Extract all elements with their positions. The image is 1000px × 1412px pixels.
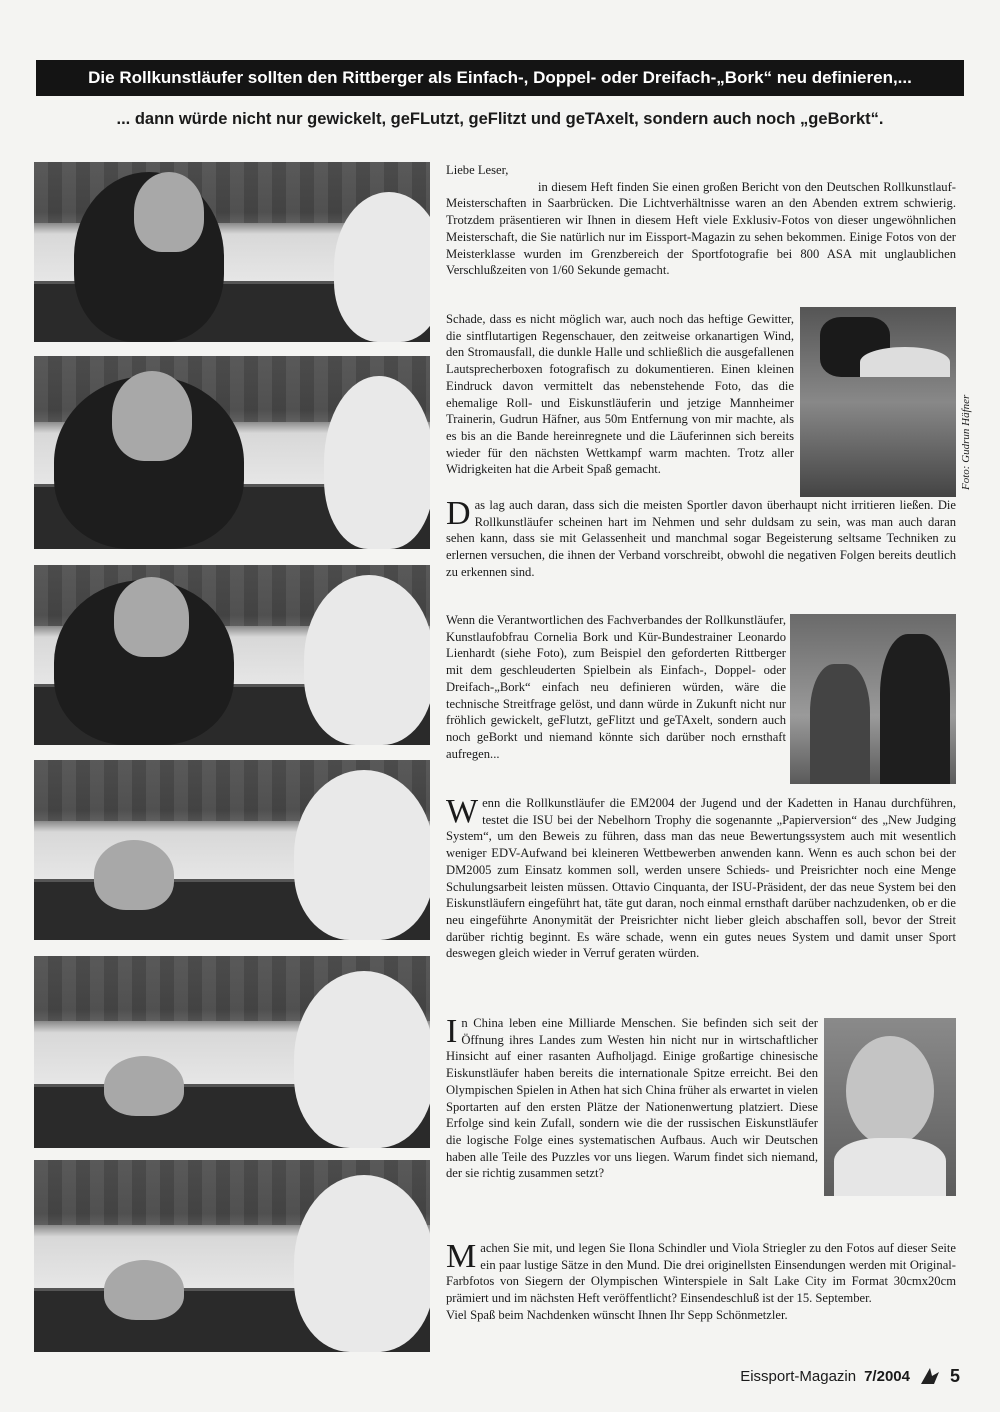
bird-logo-icon	[918, 1364, 942, 1388]
salutation: Liebe Leser,	[446, 163, 509, 177]
headline-text: Die Rollkunstläufer sollten den Rittberger als Einfach-, Doppel- oder Dreifach-„Bork“ neu definieren,...	[88, 68, 912, 87]
paragraph-1: in diesem Heft finden Sie einen großen Bericht von den Deutschen Rollkunstlauf-Meisterschaften in Saarbrücken. Die Lichtverhältnisse waren an den Abenden extrem schwierig. Trotzdem präsentieren wir Ihnen in diesem Heft viele Exklusiv-Fotos von dieser ungewöhnlichen Meisterschaft, die Sie natürlich nur im Eissport-Magazin zu sehen bekommen. Einige Fotos von der Meisterklasse wurden im Grenzbereich der Sportfotografie bei 800 ASA mit unglaublichen Verschlußzeiten von 1/60 Sekunde gemacht.	[446, 179, 956, 278]
article-column-2	[446, 311, 794, 478]
paragraph-4: Wenn die Verantwortlichen des Fachverbandes der Rollkunstläufer, Kunstlaufobfrau Cornelia Bork und Kür-Bundestrainer Leonardo Lienhardt (siehe Foto), zum Beispiel den geforderten Rittberger mit dem geschleuderten Spielbein als Einfach-, Doppel- oder Dreifach-„Bork“ einfach neu definieren würden, wäre die technische Streitfrage gelöst, und dann würde in Zukunft nicht nur fröhlich gewickelt, geFlutzt, geFlitzt und geTAxelt, sondern auch noch geBorkt und niemand könnte sich darüber noch ernsthaft aufregen...	[446, 613, 786, 761]
photo-2	[34, 356, 430, 549]
article-column-5	[446, 795, 956, 962]
page-number: 5	[949, 1365, 960, 1386]
photo-credit: Foto: Gudrun Häfner	[960, 394, 972, 490]
dropcap-w: W	[446, 793, 479, 830]
article-column-7	[446, 1240, 956, 1324]
article-column-3	[446, 497, 956, 581]
photo-1	[34, 162, 430, 342]
magazine-name: Eissport-Magazin	[740, 1367, 857, 1385]
author-portrait	[824, 1018, 956, 1196]
issue-number: 7/2004	[864, 1367, 910, 1385]
article-column	[446, 162, 956, 279]
paragraph-6: In China leben eine Milliarde Menschen. Sie befinden sich seit der Öffnung ihres Landes zum Westen hin nicht nur in wirtschaftlicher Hinsicht auf einer rasanten Aufholjagd. Einige großartige chinesische Eiskunstläufer haben bereits die internationale Spitze erreicht. Bei den Olympischen Spielen in Athen hat sich China früher als erwartet in vielen Sportarten auf den ersten Plätze der Nationenwertung platziert. Diese Erfolge sind kein Zufall, sondern wie die der russischen Eiskunstläufer die logische Folge eines systematischen Aufbaus. Auch wir Deutschen haben alle Teile des Puzzles vor uns liegen. Warum findet sich niemand, der sie richtig zusammen setzt?	[446, 1013, 818, 1181]
article-column-4	[446, 612, 786, 762]
dropcap-i: I	[446, 1013, 458, 1050]
storm-photo	[800, 307, 956, 497]
article-column-6	[446, 1015, 818, 1182]
paragraph-2: Schade, dass es nicht möglich war, auch noch das heftige Gewitter, die sintflutartigen Regenschauer, den zeitweise orkanartigen Wind, den Stromausfall, die dunkle Halle und schließlich die ausgefallenen Lautsprecherboxen fotografisch zu dokumentieren. Einen kleinen Eindruck davon vermittelt das nebenstehende Foto, das die ehemalige Roll- und Eiskunstläuferin und jetzige Mannheimer Trainerin, Gudrun Häfner, aus 50m Entfernung von mir machte, als es bis an die Bande hereinregnete und die Läuferinnen sich bereits wieder für den nächsten Wettkampf warm machten. Trotz aller Widrigkeiten hat die Arbeit Spaß gemacht.	[446, 312, 794, 477]
dropcap-d: D	[446, 495, 471, 532]
headline-banner	[36, 60, 964, 96]
closing-line: Viel Spaß beim Nachdenken wünscht Ihnen Ihr Sepp Schönmetzler.	[446, 1307, 788, 1322]
photo-4	[34, 760, 430, 940]
subheadline: ... dann würde nicht nur gewickelt, geFLutzt, geFlitzt und geTAxelt, sondern auch noch „geBorkt“.	[116, 110, 884, 128]
photo-6	[34, 1160, 430, 1352]
paragraph-3: Das lag auch daran, dass sich die meisten Sportler davon überhaupt nicht irritieren ließen. Die Rollkunstläufer scheinen hart im Nehmen und sehr duldsam zu sein, was man auch daran sehen kann, dass sie mit Gelassenheit und manchmal sogar Begeisterung seltsame Techniken zu erlernen versuchen, die ihnen der Verband vorschreibt, obwohl die negativen Folgen bereits deutlich zu erkennen sind.	[446, 495, 956, 579]
photo-3	[34, 565, 430, 745]
paragraph-5: Wenn die Rollkunstläufer die EM2004 der Jugend und der Kadetten in Hanau durchführen, testet die ISU bei der Nebelhorn Trophy die sogenannte „Papierversion“ des „New Judging System“, um den Beweis zu führen, dass man das neue Bewertungssystem auch mit wesentlich weniger EDV-Aufwand bei kleineren Wettbewerben anwenden kann. Wenn es auch schon bei der DM2005 zum Einsatz kommen soll, werden unsere Schieds- und Preisrichter noch eine Menge Schulungsarbeit leisten müssen. Ottavio Cinquanta, der ISU-Präsident, der das neue System bei den Eiskunstläufern eingeführt hat, täte gut daran, noch einmal ernsthaft darüber nachzudenken, ob er die neu eingeführte Anonymität der Preisrichter nicht lieber gleich abschaffen soll, bevor der Streit darüber richtig beginnt. Es wäre schade, wenn ein gutes neues System und damit unser Sport deswegen gleich wieder in Verruf geraten würden.	[446, 793, 956, 961]
paragraph-7: Machen Sie mit, und legen Sie Ilona Schindler und Viola Striegler zu den Fotos auf dieser Seite ein paar lustige Sätze in den Mund. Die drei originellsten Einsendungen werden mit Original-Farbfotos von Siegern der Olympischen Winterspiele in Salt Lake City im Format 30cmx20cm prämiert und im nächsten Heft veröffentlicht? Einsendeschluß ist der 15. September.	[446, 1238, 956, 1306]
page-footer	[720, 1364, 960, 1388]
officials-photo	[790, 614, 956, 784]
photo-5	[34, 956, 430, 1148]
dropcap-m: M	[446, 1238, 477, 1275]
umbrella-icon	[860, 347, 950, 377]
